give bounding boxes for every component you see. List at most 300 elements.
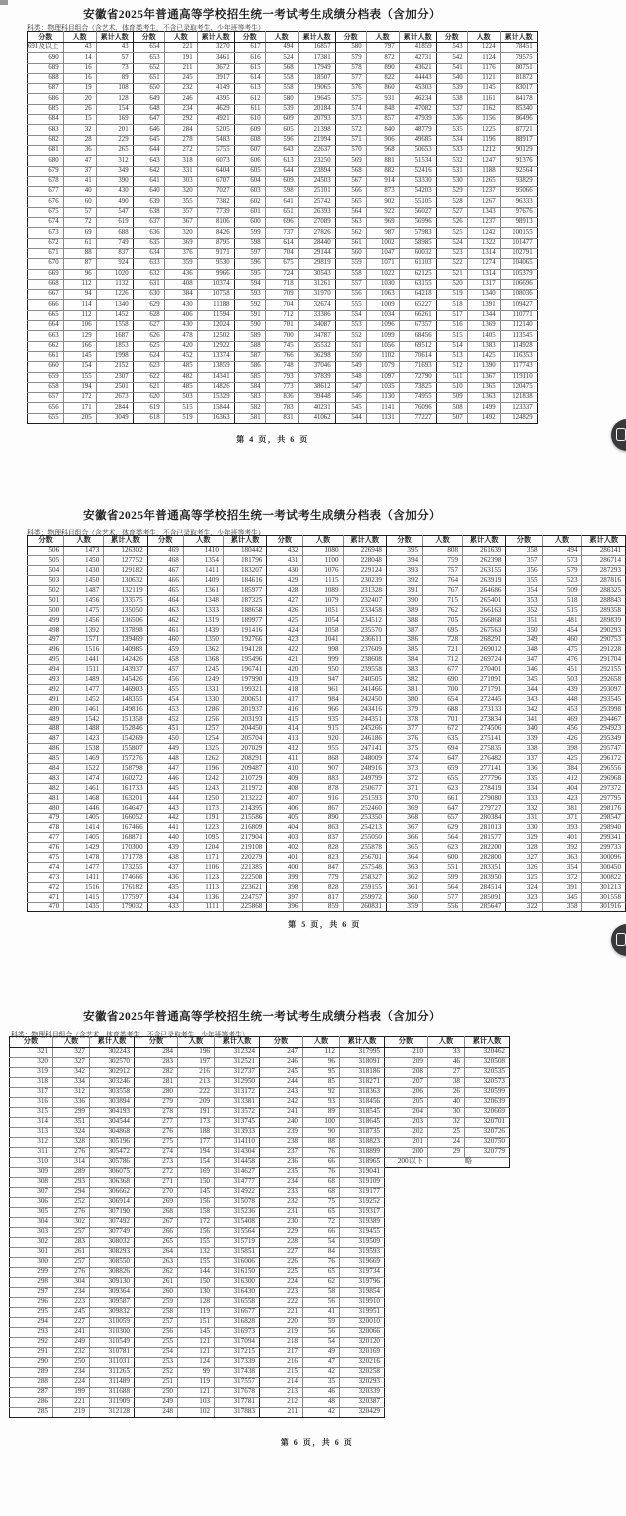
table-cell: 92564: [500, 166, 537, 176]
table-cell: 669: [28, 269, 64, 279]
table-cell: 273834: [463, 714, 506, 724]
table-cell: 309: [10, 1167, 53, 1177]
table-cell: 87721: [500, 125, 537, 135]
table-cell: 287: [10, 1387, 53, 1397]
table-cell: 408: [164, 279, 197, 289]
table-cell: 46: [428, 1057, 465, 1067]
table-cell: 456: [147, 675, 183, 685]
table-cell: 881: [366, 156, 399, 166]
table-cell: 1405: [64, 833, 104, 843]
table-cell: 320779: [465, 1147, 510, 1157]
table-cell: 597: [234, 248, 265, 258]
table-cell: 328: [53, 1137, 90, 1147]
table-cell: 492: [28, 684, 64, 694]
table-row: [28, 403, 538, 413]
table-cell: 36: [63, 145, 96, 155]
table-cell: 315564: [215, 1227, 260, 1237]
table-cell: 121838: [500, 393, 537, 403]
table-cell: 133575: [104, 595, 147, 605]
table-cell: 164647: [104, 803, 147, 813]
table-cell: 176182: [104, 882, 147, 892]
table-cell: 145: [63, 351, 96, 361]
table-cell: 30543: [298, 269, 335, 279]
table-cell: 478: [28, 823, 64, 833]
table-cell: 647: [133, 115, 164, 125]
table-cell: 224: [260, 1277, 303, 1287]
table-cell: 639: [133, 197, 164, 207]
table-cell: 84: [303, 1247, 340, 1257]
table-cell: 1130: [366, 393, 399, 403]
table-cell: 241466: [343, 684, 386, 694]
table-cell: 232407: [343, 595, 386, 605]
table-cell: 221: [164, 43, 197, 53]
table-cell: 823: [303, 853, 343, 863]
table-cell: 538: [436, 94, 467, 104]
table-cell: 124829: [500, 413, 537, 423]
table-cell: 1047: [366, 248, 399, 258]
table-cell: 307: [10, 1187, 53, 1197]
table-cell: 308826: [90, 1267, 135, 1277]
table-row: [28, 645, 626, 655]
table-cell: 1343: [467, 207, 500, 217]
table-cell: 342: [506, 704, 542, 714]
table-row: [28, 754, 626, 764]
table-cell: 201: [96, 125, 133, 135]
table-cell: 1317: [467, 279, 500, 289]
table-cell: 381: [386, 684, 422, 694]
table-cell: 289839: [582, 615, 626, 625]
table-cell: 966: [303, 704, 343, 714]
table-cell: 256701: [343, 853, 386, 863]
table-cell: 1344: [467, 310, 500, 320]
table-cell: 129182: [104, 566, 147, 576]
table-cell: 472: [28, 882, 64, 892]
table-cell: 665: [28, 310, 64, 320]
table-cell: 573: [335, 115, 366, 125]
table-cell: 270401: [463, 665, 506, 675]
table-cell: 454: [147, 694, 183, 704]
table-cell: 570: [335, 145, 366, 155]
table-cell: 110771: [500, 310, 537, 320]
table-cell: 71693: [399, 362, 436, 372]
table-row: [28, 351, 538, 361]
table-cell: 260: [135, 1287, 178, 1297]
table-cell: 576: [335, 84, 366, 94]
table-cell: 16: [63, 63, 96, 73]
table-cell: 319041: [340, 1167, 385, 1177]
table-cell: 311489: [90, 1377, 135, 1387]
table-cell: 319910: [340, 1297, 385, 1307]
table-cell: 66261: [399, 310, 436, 320]
table-cell: 217904: [223, 833, 266, 843]
table-cell: 226948: [343, 546, 386, 556]
table-cell: 512: [436, 362, 467, 372]
table-cell: 349: [506, 635, 542, 645]
table-cell: 457: [147, 665, 183, 675]
table-cell: 223: [260, 1287, 303, 1297]
table-cell: 56027: [399, 207, 436, 217]
table-cell: 143937: [104, 665, 147, 675]
table-cell: 545: [335, 403, 366, 413]
table-cell: 276: [135, 1127, 178, 1137]
table-cell: 258327: [343, 872, 386, 882]
table-cell: 1415: [64, 892, 104, 902]
table-cell: 346: [506, 665, 542, 675]
table-cell: 583: [234, 393, 265, 403]
table-row: [10, 1107, 510, 1117]
table-cell: 10374: [197, 279, 234, 289]
table-cell: 421: [267, 655, 303, 665]
table-cell: 29: [428, 1147, 465, 1157]
table-cell: 464: [147, 595, 183, 605]
table-cell: 374: [386, 754, 422, 764]
table-cell: 314110: [215, 1137, 260, 1147]
table-cell: 509: [436, 393, 467, 403]
table-cell: 132119: [104, 586, 147, 596]
table-cell: 250677: [343, 783, 386, 793]
table-cell: 4921: [197, 115, 234, 125]
table-cell: 602: [234, 197, 265, 207]
table-cell: 284: [164, 125, 197, 135]
table-cell: 434: [147, 892, 183, 902]
table-cell: 169: [96, 115, 133, 125]
table-cell: 320010: [340, 1317, 385, 1327]
table-cell: 564: [423, 833, 463, 843]
table-cell: 634: [133, 248, 164, 258]
table-cell: 43621: [399, 63, 436, 73]
table-cell: 267563: [463, 625, 506, 635]
table-cell: 357: [164, 207, 197, 217]
table-cell: 890: [366, 63, 399, 73]
table-cell: 249: [53, 1337, 90, 1347]
table-cell: 593: [234, 290, 265, 300]
table-cell: 1225: [467, 125, 500, 135]
table-cell: 1096: [366, 321, 399, 331]
table-cell: 93829: [500, 176, 537, 186]
table-cell: 424: [267, 625, 303, 635]
table-cell: 23250: [298, 156, 335, 166]
table-cell: 1113: [183, 882, 223, 892]
table-cell: 1041: [303, 635, 343, 645]
table-cell: 611: [234, 104, 265, 114]
table-cell: 586: [234, 362, 265, 372]
table-cell: 579: [542, 566, 582, 576]
column-header: 分数: [147, 536, 183, 547]
table-cell: 292: [164, 115, 197, 125]
table-cell: 431: [267, 556, 303, 566]
table-cell: 762: [423, 605, 463, 615]
table-cell: 641: [265, 197, 298, 207]
table-cell: 354: [506, 586, 542, 596]
table-cell: 266868: [463, 615, 506, 625]
table-cell: 355: [164, 197, 197, 207]
table-cell: 572: [335, 125, 366, 135]
table-cell: 506: [28, 546, 64, 556]
table-cell: 26: [428, 1087, 465, 1097]
table-cell: 837: [96, 248, 133, 258]
table-cell: 289358: [582, 605, 626, 615]
table-cell: 513: [436, 351, 467, 361]
table-cell: 759: [423, 556, 463, 566]
table-cell: 80751: [500, 63, 537, 73]
table-cell: 514: [436, 341, 467, 351]
table-cell: 367: [164, 218, 197, 228]
page-footer: 第 6 页，共 6 页: [280, 1438, 354, 1447]
table-cell: 1063: [366, 290, 399, 300]
table-row: [28, 793, 626, 803]
table-cell: 224: [53, 1377, 90, 1387]
table-cell: 314777: [215, 1177, 260, 1187]
table-cell: 303894: [90, 1097, 135, 1107]
table-cell: 290: [10, 1357, 53, 1367]
table-cell: 5755: [197, 145, 234, 155]
table-cell: 119110: [500, 372, 537, 382]
table-cell: 595: [234, 269, 265, 279]
table-row: [28, 823, 626, 833]
table-cell: 237: [260, 1147, 303, 1157]
table-cell: 273133: [463, 704, 506, 714]
table-cell: 561: [335, 238, 366, 248]
table-cell: 66: [303, 1227, 340, 1237]
table-cell: 316006: [215, 1257, 260, 1267]
table-row: [28, 675, 626, 685]
table-cell: 318186: [340, 1067, 385, 1077]
table-cell: 623: [423, 843, 463, 853]
table-cell: 297372: [582, 783, 626, 793]
table-cell: 257: [53, 1227, 90, 1237]
table-cell: 515: [164, 403, 197, 413]
table-cell: 559: [335, 259, 366, 269]
table-cell: 675: [28, 207, 64, 217]
table-cell: 244351: [343, 714, 386, 724]
table-cell: 1538: [64, 744, 104, 754]
table-cell: 619: [133, 403, 164, 413]
table-cell: 1475: [64, 605, 104, 615]
table-cell: 509: [542, 586, 582, 596]
table-cell: 621: [133, 382, 164, 392]
table-cell: 677: [28, 187, 64, 197]
table-cell: 426: [542, 734, 582, 744]
table-row: [10, 1187, 510, 1197]
table-cell: 69512: [399, 341, 436, 351]
table-cell: 1350: [183, 635, 223, 645]
table-cell: 1516: [64, 645, 104, 655]
table-cell: 2501: [96, 382, 133, 392]
table-cell: 1367: [467, 372, 500, 382]
table-cell: 112: [63, 310, 96, 320]
table-cell: 320669: [465, 1107, 510, 1117]
table-cell: 321: [10, 1047, 53, 1057]
table-cell: 170300: [104, 843, 147, 853]
table-cell: 1478: [64, 853, 104, 863]
column-header: 人数: [63, 32, 96, 43]
table-cell: 33386: [298, 310, 335, 320]
table-cell: 112140: [500, 321, 537, 331]
table-cell: 326: [506, 863, 542, 873]
table-cell: 300: [10, 1257, 53, 1267]
table-cell: 868: [303, 754, 343, 764]
table-cell: 135050: [104, 605, 147, 615]
table-cell: 320: [164, 187, 197, 197]
table-row: [10, 1387, 510, 1397]
table-cell: 341: [506, 714, 542, 724]
table-cell: 1242: [467, 228, 500, 238]
table-cell: 384: [386, 655, 422, 665]
table-cell: 622: [133, 372, 164, 382]
table-cell: 613: [234, 84, 265, 94]
table-cell: 5205: [197, 125, 234, 135]
table-cell: 313381: [215, 1097, 260, 1107]
table-row: [28, 714, 626, 724]
table-cell: 38: [428, 1077, 465, 1087]
table-cell: 294: [53, 1187, 90, 1197]
table-cell: 423: [542, 793, 582, 803]
table-cell: 57: [63, 207, 96, 217]
table-cell: 302912: [90, 1067, 135, 1077]
table-cell: 863: [303, 823, 343, 833]
table-cell: 1411: [64, 872, 104, 882]
table-cell: 955: [303, 744, 343, 754]
table-cell: 686: [28, 94, 64, 104]
table-cell: 320387: [340, 1397, 385, 1407]
table-cell: 219: [53, 1407, 90, 1417]
table-cell: 376: [164, 248, 197, 258]
table-cell: 306662: [90, 1187, 135, 1197]
table-cell: 1173: [183, 803, 223, 813]
table-cell: 401: [542, 833, 582, 843]
table-cell: 56: [303, 1327, 340, 1337]
table-cell: 642: [133, 166, 164, 176]
table-cell: 603: [234, 187, 265, 197]
table-cell: 317094: [215, 1337, 260, 1347]
table-cell: 309130: [90, 1277, 135, 1287]
table-cell: 783: [265, 403, 298, 413]
table-cell: 257: [53, 1257, 90, 1267]
table-cell: 311909: [90, 1397, 135, 1407]
table-cell: 3672: [197, 63, 234, 73]
table-cell: 296: [10, 1297, 53, 1307]
table-cell: 490: [28, 704, 64, 714]
table-row: [28, 238, 538, 248]
table-cell: 318091: [340, 1057, 385, 1067]
table-cell: 7382: [197, 197, 234, 207]
table-cell: 245266: [343, 724, 386, 734]
table-cell: 324: [53, 1127, 90, 1137]
table-cell: 503: [542, 675, 582, 685]
table-cell: 303: [164, 176, 197, 186]
table-cell: 278: [135, 1107, 178, 1117]
table-cell: 232: [260, 1197, 303, 1207]
column-header: 分数: [234, 32, 265, 43]
table-cell: 315408: [215, 1217, 260, 1227]
table-cell: 546: [335, 393, 366, 403]
table-cell: 631: [133, 279, 164, 289]
table-cell: 214: [260, 1377, 303, 1387]
table-cell: 609: [265, 176, 298, 186]
table-cell: 315719: [215, 1237, 260, 1247]
table-cell: 857: [366, 115, 399, 125]
table-cell: 277141: [463, 764, 506, 774]
table-cell: 617: [234, 43, 265, 53]
table-row: [28, 576, 626, 586]
table-cell: 48779: [399, 125, 436, 135]
table-cell: 282: [135, 1067, 178, 1077]
table-cell: 766: [265, 351, 298, 361]
table-cell: 605: [265, 125, 298, 135]
table-cell: 641: [133, 176, 164, 186]
table-cell: 243416: [343, 704, 386, 714]
table-cell: 191: [178, 1107, 215, 1117]
table-cell: 1237: [467, 187, 500, 197]
table-cell: 481: [542, 615, 582, 625]
table-cell: 205: [63, 413, 96, 423]
table-cell: 749: [96, 238, 133, 248]
column-header: 分数: [133, 32, 164, 43]
table-cell: 145: [178, 1187, 215, 1197]
table-cell: 150: [178, 1277, 215, 1287]
page-5: [0, 500, 626, 960]
table-cell: 615: [234, 63, 265, 73]
table-cell: 112: [303, 1047, 340, 1057]
table-cell: 1411: [183, 566, 223, 576]
table-cell: 99: [178, 1367, 215, 1377]
table-cell: 310059: [90, 1317, 135, 1327]
table-cell: 543: [436, 43, 467, 53]
table-cell: 296172: [582, 754, 626, 764]
table-cell: 281013: [463, 823, 506, 833]
table-cell: 121: [178, 1347, 215, 1357]
table-cell: 305: [10, 1207, 53, 1217]
table-cell: 598: [265, 187, 298, 197]
table-cell: 16363: [197, 413, 234, 423]
table-cell: 254213: [343, 823, 386, 833]
table-cell: 180442: [223, 546, 266, 556]
category-subtitle: 科类：物理科目组合（含艺术、体育类考生，不含已录取考生、少年班等考生）: [27, 530, 265, 537]
table-header-row: [10, 1037, 510, 1048]
table-cell: 2673: [96, 393, 133, 403]
table-cell: 10758: [197, 290, 234, 300]
column-header: 人数: [183, 536, 223, 547]
table-cell: 748: [265, 362, 298, 372]
table-cell: 606: [234, 156, 265, 166]
table-cell: 1058: [303, 625, 343, 635]
table-cell: 96333: [500, 197, 537, 207]
table-cell: 320258: [340, 1367, 385, 1377]
table-cell: 385: [386, 645, 422, 655]
table-cell: 313745: [215, 1117, 260, 1127]
table-row: [10, 1197, 510, 1207]
table-cell: 646: [133, 125, 164, 135]
table-cell: 417: [267, 694, 303, 704]
table-cell: 287816: [582, 576, 626, 586]
table-cell: 629: [133, 300, 164, 310]
table-cell: 1461: [64, 704, 104, 714]
table-cell: 222508: [223, 872, 266, 882]
table-cell: 302: [53, 1217, 90, 1227]
table-cell: 1020: [96, 269, 133, 279]
table-cell: 689: [28, 63, 64, 73]
table-cell: 470: [28, 902, 64, 912]
table-cell: 303246: [90, 1077, 135, 1087]
column-header: 人数: [366, 32, 399, 43]
table-cell: 557: [335, 279, 366, 289]
category-subtitle: 科类：物理科目组合（含艺术、体育类考生，不含已录取考生、少年班等考生）: [27, 25, 265, 32]
table-cell: 613: [265, 156, 298, 166]
table-cell: 577: [423, 892, 463, 902]
table-cell: 1099: [366, 331, 399, 341]
table-cell: 632: [133, 269, 164, 279]
table-cell: 124: [178, 1357, 215, 1367]
